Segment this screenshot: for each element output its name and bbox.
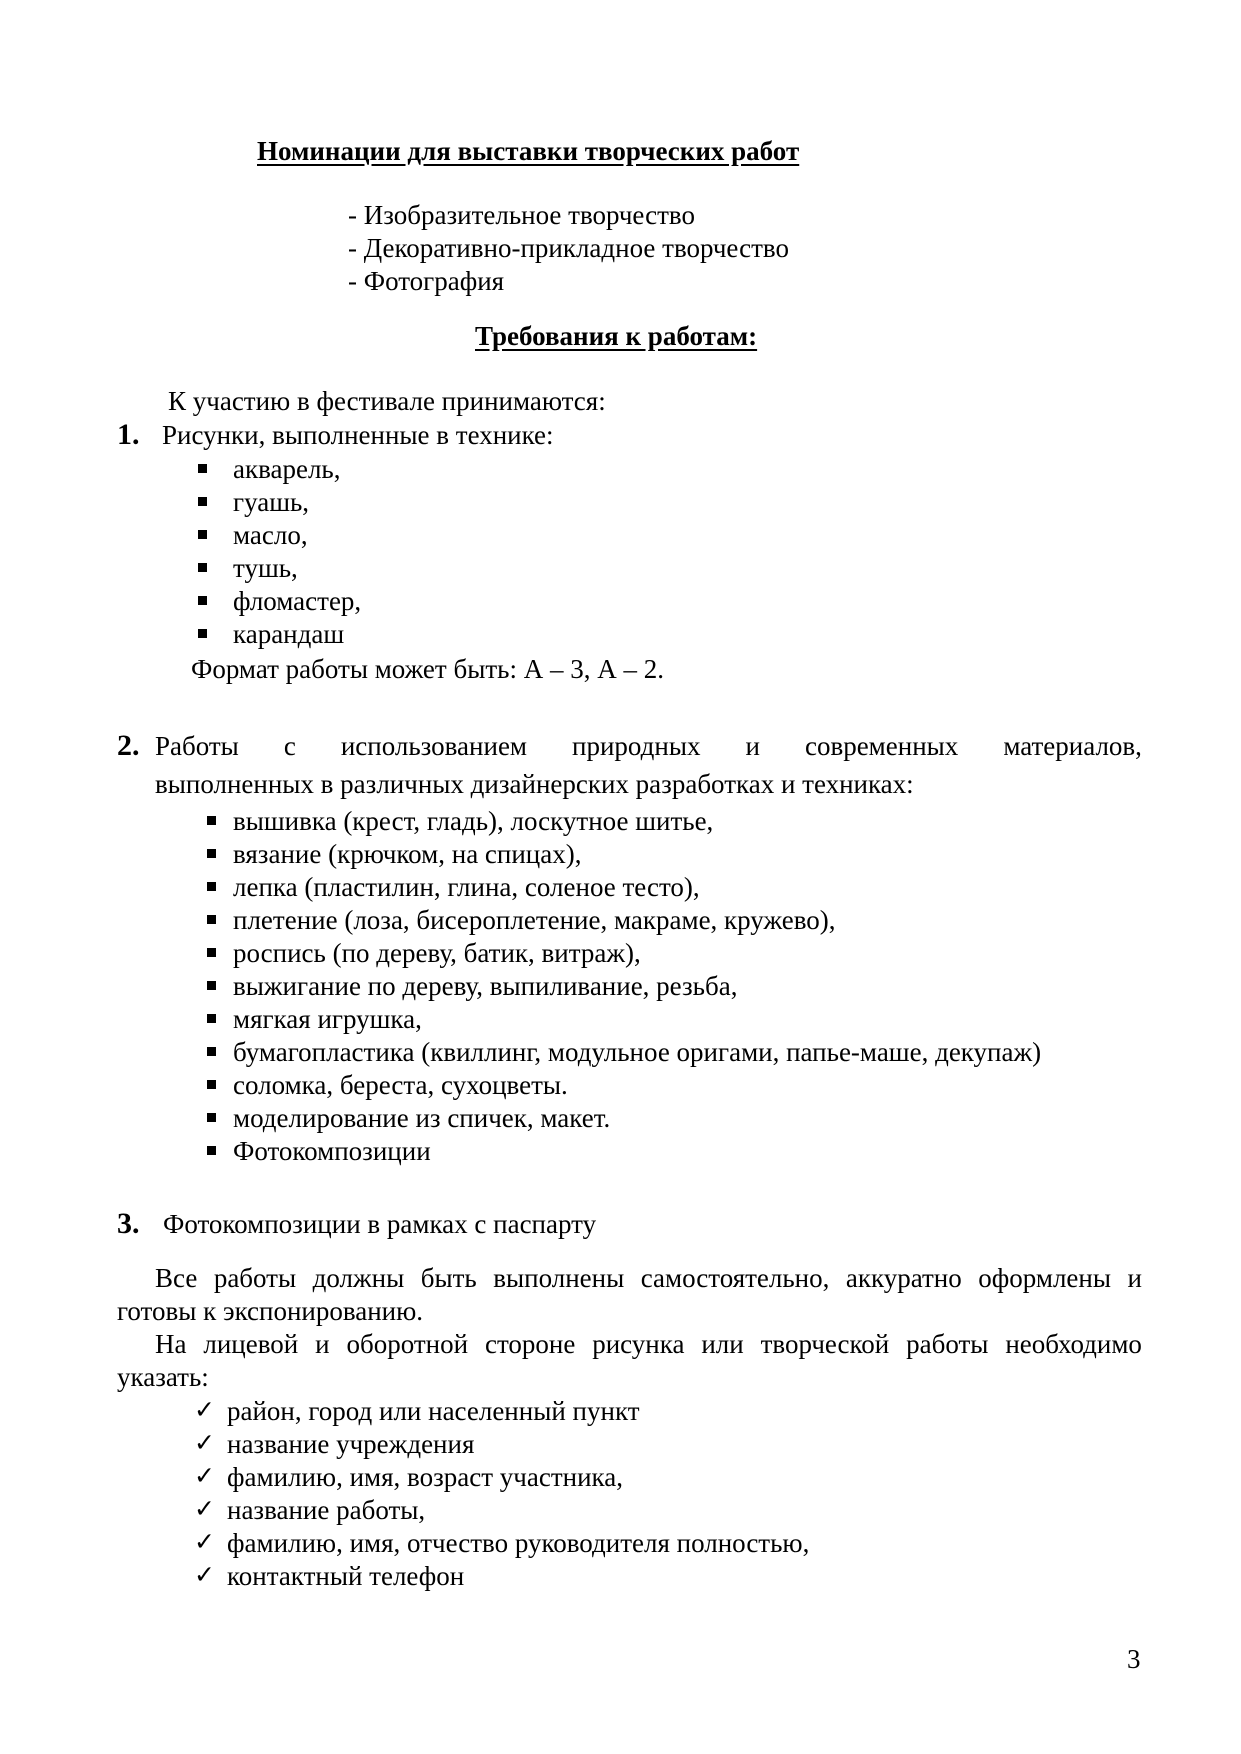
list-item: выжигание по дереву, выпиливание, резьба, xyxy=(233,971,738,1001)
list-item: лепка (пластилин, глина, соленое тесто), xyxy=(233,872,700,902)
bullet-icon xyxy=(207,915,216,924)
bullet-icon xyxy=(207,1113,216,1122)
bullet-icon xyxy=(207,849,216,858)
list-item: мягкая игрушка, xyxy=(233,1004,422,1034)
list-item: карандаш xyxy=(233,619,345,649)
word: аккуратно xyxy=(845,1263,962,1293)
section-number: 2. xyxy=(117,729,140,762)
list-item: масло, xyxy=(233,520,308,550)
word: выполнены xyxy=(493,1263,625,1293)
list-item: акварель, xyxy=(233,454,341,484)
section-title: Рисунки, выполненные в технике: xyxy=(162,420,554,450)
list-item: моделирование из спичек, макет. xyxy=(233,1103,611,1133)
word: оборотной xyxy=(346,1329,469,1359)
requirements-intro: К участию в фестивале принимаются: xyxy=(168,386,606,416)
bullet-icon xyxy=(207,882,216,891)
paragraph-line: готовы к экспонированию. xyxy=(117,1296,424,1326)
word: использованием xyxy=(340,731,528,761)
nomination-item: - Изобразительное творчество xyxy=(348,200,695,230)
list-item: тушь, xyxy=(233,553,298,583)
word: Работы xyxy=(155,731,239,761)
word: материалов, xyxy=(1003,731,1142,761)
word: Все xyxy=(155,1263,198,1293)
word: На xyxy=(155,1329,187,1359)
paragraph-line xyxy=(155,1265,1142,1292)
list-item: вязание (крючком, на спицах), xyxy=(233,839,582,869)
check-icon: ✓ xyxy=(194,1527,215,1556)
page-number: 3 xyxy=(1127,1644,1141,1674)
list-item: роспись (по дереву, батик, витраж), xyxy=(233,938,641,968)
checklist-item: фамилию, имя, возраст участника, xyxy=(227,1462,623,1492)
word: и xyxy=(315,1329,330,1359)
check-icon: ✓ xyxy=(194,1428,215,1457)
list-item: фломастер, xyxy=(233,586,362,616)
word: работы xyxy=(213,1263,297,1293)
word: и xyxy=(745,731,760,761)
word: и xyxy=(1127,1263,1142,1293)
bullet-icon xyxy=(198,464,207,473)
list-item: плетение (лоза, бисероплетение, макраме, кружево), xyxy=(233,905,836,935)
section-paragraph-line: выполненных в различных дизайнерских разработках и техниках: xyxy=(155,769,914,799)
bullet-icon xyxy=(207,1080,216,1089)
list-item: бумагопластика (квиллинг, модульное оригами, папье-маше, декупаж) xyxy=(233,1037,1042,1067)
word: современных xyxy=(804,731,959,761)
bullet-icon xyxy=(207,1047,216,1056)
checklist-item: фамилию, имя, отчество руководителя полностью, xyxy=(227,1528,810,1558)
bullet-icon xyxy=(207,948,216,957)
word: самостоятельно, xyxy=(640,1263,830,1293)
check-icon: ✓ xyxy=(194,1494,215,1523)
bullet-icon xyxy=(198,596,207,605)
check-icon: ✓ xyxy=(194,1395,215,1424)
word: или xyxy=(701,1329,744,1359)
word: оформлены xyxy=(978,1263,1111,1293)
list-item: гуашь, xyxy=(233,487,310,517)
paragraph-line xyxy=(155,1331,1142,1358)
word: необходимо xyxy=(1005,1329,1142,1359)
list-item: соломка, береста, сухоцветы. xyxy=(233,1070,568,1100)
bullet-icon xyxy=(198,563,207,572)
section-number: 1. xyxy=(117,418,140,451)
checklist-item: название работы, xyxy=(227,1495,426,1525)
bullet-icon xyxy=(207,981,216,990)
word: рисунка xyxy=(592,1329,685,1359)
requirements-heading: Требования к работам: xyxy=(475,321,758,351)
list-item: вышивка (крест, гладь), лоскутное шитье, xyxy=(233,806,714,836)
nomination-item: - Фотография xyxy=(348,266,505,296)
bullet-icon xyxy=(198,497,207,506)
list-item: Фотокомпозиции xyxy=(233,1136,431,1166)
bullet-icon xyxy=(207,816,216,825)
word: работы xyxy=(906,1329,989,1359)
nominations-heading: Номинации для выставки творческих работ xyxy=(257,136,800,166)
bullet-icon xyxy=(207,1146,216,1155)
word: стороне xyxy=(484,1329,576,1359)
checklist-item: район, город или населенный пункт xyxy=(227,1396,640,1426)
check-icon: ✓ xyxy=(194,1560,215,1589)
paragraph-line: указать: xyxy=(117,1362,209,1392)
nomination-item: - Декоративно-прикладное творчество xyxy=(348,233,789,263)
format-note: Формат работы может быть: А – 3, А – 2. xyxy=(191,654,664,684)
checklist-item: название учреждения xyxy=(227,1429,475,1459)
bullet-icon xyxy=(198,629,207,638)
bullet-icon xyxy=(198,530,207,539)
word: с xyxy=(283,731,296,761)
word: творческой xyxy=(760,1329,890,1359)
word: природных xyxy=(572,731,701,761)
section-title: Фотокомпозиции в рамках с паспарту xyxy=(163,1209,597,1239)
bullet-icon xyxy=(207,1014,216,1023)
section-paragraph-line xyxy=(155,733,1142,760)
check-icon: ✓ xyxy=(194,1461,215,1490)
checklist-item: контактный телефон xyxy=(227,1561,465,1591)
section-number: 3. xyxy=(117,1207,140,1240)
word: должны xyxy=(312,1263,405,1293)
word: лицевой xyxy=(203,1329,299,1359)
word: быть xyxy=(420,1263,477,1293)
